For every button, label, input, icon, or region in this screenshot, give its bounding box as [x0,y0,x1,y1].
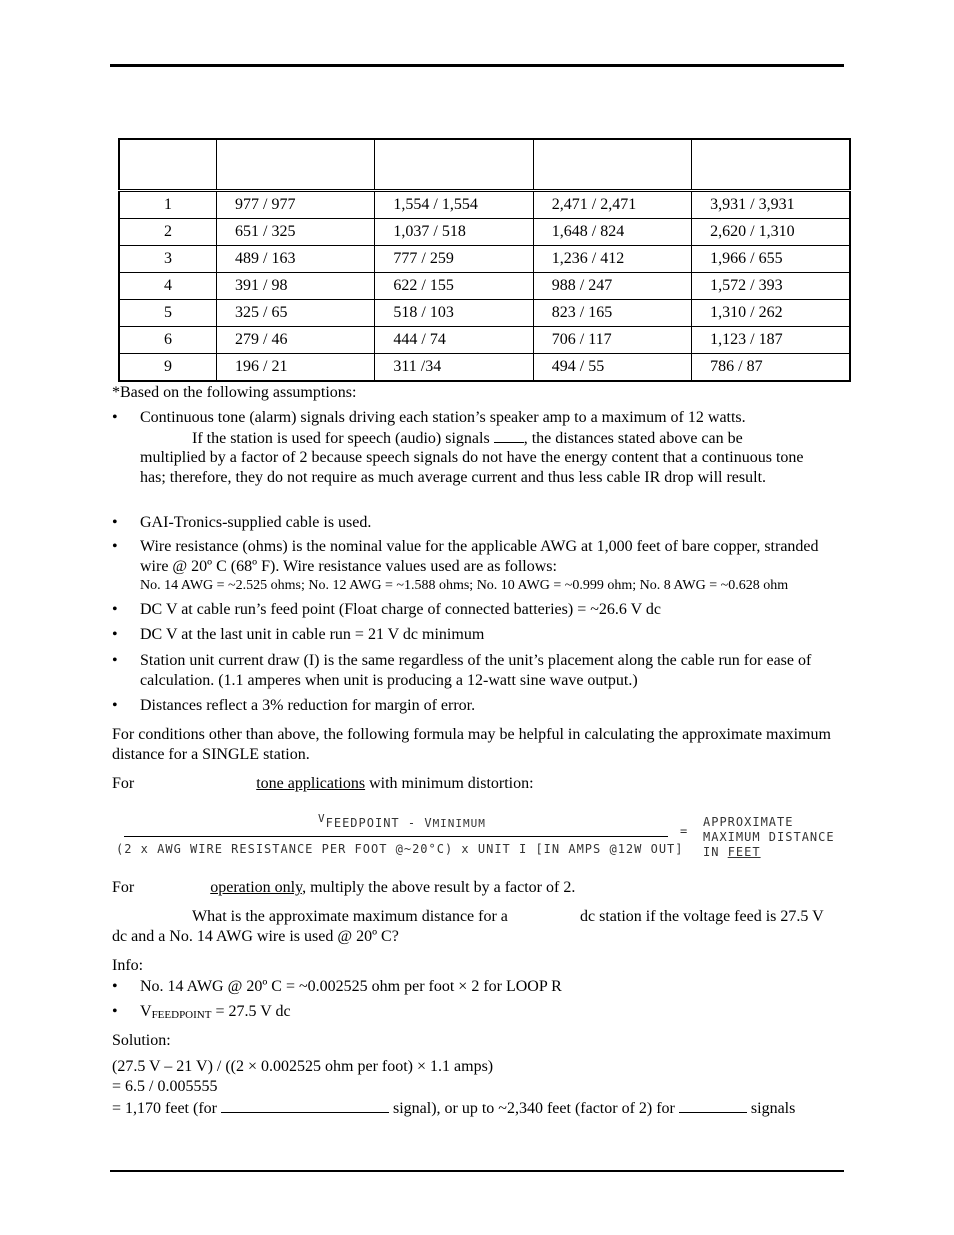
question-part-b: dc station if the voltage feed is 27.5 V [580,908,824,925]
table-cell: 651 / 325 [217,219,375,246]
solution-label: Solution: [112,1032,171,1049]
station-count: 4 [119,273,217,300]
table-row [119,327,850,354]
table-cell: 977 / 977 [217,191,375,219]
table-cell: 325 / 65 [217,300,375,327]
table-row [119,354,850,382]
text: = 1,170 feet (for [112,1100,217,1117]
footer-rule [110,1170,844,1172]
blank-line [679,1098,747,1113]
assumption-text: multiplied by a factor of 2 because speech signals do not have the energy content that a continuous tone has; therefore, they do not require as much average current and thus less cable IR drop will result. [140,449,804,486]
table-cell: 1,966 / 655 [692,246,850,273]
table-cell: 1,554 / 1,554 [375,191,533,219]
table-cell: 3,931 / 3,931 [692,191,850,219]
operation-line [112,878,575,898]
distance-table [118,138,851,382]
table-header-cell [375,139,533,191]
assumption-continuation [192,428,743,449]
table-cell: 518 / 103 [375,300,533,327]
text: For [112,879,135,896]
bullet-icon: • [112,514,118,531]
text: For [112,775,135,792]
table-cell: 2,471 / 2,471 [533,191,691,219]
text: signals [750,1100,796,1117]
assumption-text: DC V at the last unit in cable run = 21 V dc minimum [140,626,485,643]
tone-application-line [112,774,534,794]
solution-line-3 [112,1098,795,1119]
assumption-text: Continuous tone (alarm) signals driving each station’s speaker amp to a maximum of 12 watts. [140,409,746,426]
info-text: VFEEDPOINT = 27.5 V dc [140,1003,291,1021]
assumption-text: Station unit current draw (I) is the same regardless of the unit’s placement along the cable run for ease of calculation. (1.1 amperes when unit is producing a 12-watt sine wave output.) [140,652,812,689]
table-cell: 786 / 87 [692,354,850,382]
table-header-cell [692,139,850,191]
question-part-a: What is the approximate maximum distance for a [192,908,508,925]
assumption-item [112,696,822,716]
table-cell: 1,572 / 393 [692,273,850,300]
text: with minimum distortion: [369,775,534,792]
blank-line [494,428,524,443]
bullet-icon: • [112,697,118,714]
table-cell: 489 / 163 [217,246,375,273]
blank-line [221,1098,389,1113]
info-item [112,1002,822,1025]
formula-result: APPROXIMATE MAXIMUM DISTANCE IN FEET [703,815,835,859]
assumption-item [112,625,822,645]
table-cell: 1,310 / 262 [692,300,850,327]
question-part-c: dc and a No. 14 AWG wire is used @ 20º C? [112,928,399,945]
table-cell: 279 / 46 [217,327,375,354]
table-header-cell [217,139,375,191]
station-count: 1 [119,191,217,219]
table-cell: 988 / 247 [533,273,691,300]
wire-resistance-values: No. 14 AWG = ~2.525 ohms; No. 12 AWG = ~1.588 ohms; No. 10 AWG = ~0.999 ohm; No. 8 AWG = ~0.628 ohm [140,578,789,593]
assumption-item [112,537,822,577]
assumption-text: If the station is used for speech (audio) signals [192,430,490,447]
station-count: 6 [119,327,217,354]
operation-only-underlined: operation only [210,879,303,896]
table-row [119,191,850,219]
table-row [119,246,850,273]
assumption-text: Distances reflect a 3% reduction for margin of error. [140,697,476,714]
station-count: 3 [119,246,217,273]
bullet-icon: • [112,601,118,618]
assumption-text: GAI-Tronics-supplied cable is used. [140,514,372,531]
formula-equals: = [680,824,689,838]
table-row [119,273,850,300]
table-cell: 706 / 117 [533,327,691,354]
text: , multiply the above result by a factor of 2. [302,879,576,896]
station-count: 2 [119,219,217,246]
bullet-icon: • [112,978,118,995]
solution-line-1: (27.5 V – 21 V) / ((2 × 0.002525 ohm per foot) × 1.1 amps) [112,1058,494,1075]
assumptions-intro: *Based on the following assumptions: [112,384,357,401]
formula-numerator: VFEEDPOINT - VMINIMUM [318,812,486,830]
table-cell: 1,236 / 412 [533,246,691,273]
table-cell: 311 /34 [375,354,533,382]
assumption-item [112,408,822,428]
bullet-icon: • [112,626,118,643]
info-item [112,977,822,997]
table-cell: 444 / 74 [375,327,533,354]
table-cell: 391 / 98 [217,273,375,300]
assumption-text: , the distances stated above can be [523,430,743,447]
info-label: Info: [112,957,144,974]
header-rule [110,64,844,67]
table-cell: 2,620 / 1,310 [692,219,850,246]
bullet-icon: • [112,652,118,669]
assumption-text: DC V at cable run’s feed point (Float charge of connected batteries) = ~26.6 V dc [140,601,661,618]
formula-intro: For conditions other than above, the following formula may be helpful in calculating the approximate maximum distance for a SINGLE station. [112,726,831,763]
table-row [119,300,850,327]
info-text: No. 14 AWG @ 20º C = ~0.002525 ohm per foot × 2 for LOOP R [140,978,562,995]
table-cell: 196 / 21 [217,354,375,382]
bullet-icon: • [112,409,118,426]
tone-applications-underlined: tone applications [256,775,366,792]
table-cell: 1,123 / 187 [692,327,850,354]
assumption-item [112,651,822,691]
table-row [119,219,850,246]
formula-denominator: (2 x AWG WIRE RESISTANCE PER FOOT @~20°C) x UNIT I [IN AMPS @12W OUT] [116,842,684,856]
bullet-icon: • [112,538,118,555]
station-count: 5 [119,300,217,327]
assumption-text: Wire resistance (ohms) is the nominal value for the applicable AWG at 1,000 feet of bare copper, stranded wire @ 20º C (68º F). Wire resistance values used are as follows: [140,538,819,575]
table-header-cell [119,139,217,191]
table-cell: 823 / 165 [533,300,691,327]
table-header-row [119,139,850,191]
bullet-icon: • [112,1003,118,1020]
table-cell: 777 / 259 [375,246,533,273]
assumption-item [112,513,822,533]
table-cell: 494 / 55 [533,354,691,382]
table-cell: 1,648 / 824 [533,219,691,246]
formula-fraction-line [124,836,668,837]
assumption-item [112,600,822,620]
station-count: 9 [119,354,217,382]
text: signal), or up to ~2,340 feet (factor of 2) for [392,1100,675,1117]
table-header-cell [533,139,691,191]
table-cell: 622 / 155 [375,273,533,300]
table-cell: 1,037 / 518 [375,219,533,246]
solution-line-2: = 6.5 / 0.005555 [112,1078,218,1095]
